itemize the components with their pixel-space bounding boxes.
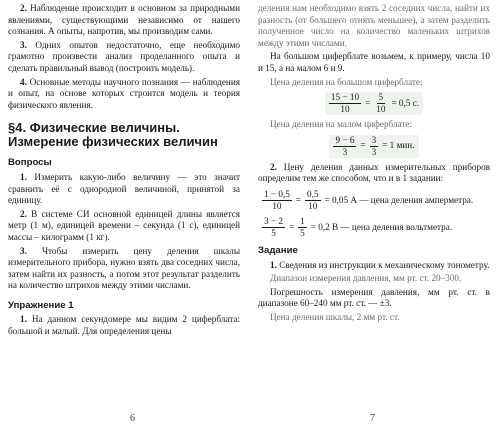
task-range: Диапазон измерения давления, мм рт. ст. 20–300. — [270, 273, 462, 284]
answer-4: 4. Основные методы научного познания — наблюдения и опыт, на основе которых строится модель и теория физического явления. — [8, 76, 240, 110]
dial-example: На большом циферблате возьмем, к примеру, числа 10 и 15, а на малом 6 и 9. — [258, 51, 490, 73]
formula-big-dial: $\frac{15 - 10}{10}$ = $\frac{5}{10}$ = 0,5 с. — [258, 92, 490, 115]
formula-voltmeter: $\frac{3 - 2}{5}$ = $\frac{1}{5}$ = 0,2 В — цена деления вольтметра. — [264, 215, 453, 238]
right-page — [258, 0, 490, 433]
big-dial-label: Цена деления на большом циферблате: — [270, 76, 423, 87]
left-page — [8, 0, 240, 433]
page-number-right: 7 — [370, 413, 375, 425]
question-1: 1. Измерить какую-либо величину — это значит сравнить её с однородной величиной, принятой за единицу. — [8, 171, 240, 206]
page-number-left: 6 — [130, 413, 135, 425]
exercise-heading: Упражнение 1 — [8, 299, 74, 311]
answer-2: 2. Наблюдение происходит в основном за природными явлениями, существующими независимо от нашего сознания. А опыты, напротив, мы производим сами. — [8, 3, 240, 37]
task-1: 1. Сведения из инструкции к механическому тонометру. — [270, 259, 490, 270]
questions-heading: Вопросы — [8, 157, 52, 169]
formula-small-dial: $\frac{9 - 6}{3}$ = $\frac{3}{3}$ = 1 мин. — [258, 135, 490, 158]
exercise-1: 1. На данном секундомере мы видим 2 циферблата: большой и малый. Для определения цены — [8, 314, 240, 337]
task-scale: Цена деления шкалы, 2 мм рт. ст. — [270, 311, 400, 322]
answer-3: 3. Одних опытов недостаточно, еще необходимо грамотно произвести анализ проделанного опыта и сделать правильный вывод (построить модель). — [8, 39, 240, 73]
small-dial-label: Цена деления на малом циферблате: — [270, 119, 413, 130]
question-3: 3. Чтобы измерить цену деления шкалы измерительного прибора, нужно взять два соседних числа, затем найти их разность, а потом этот результат разделить на количество штрихов между этими числами. — [8, 245, 240, 291]
task-heading: Задание — [258, 244, 298, 256]
exercise-1-continued: деления нам необходимо взять 2 соседних числа, найти их разность (от большего отнять меньшее), а затем разделить полученное число на количество маленьких штрихов между этими числами. — [258, 3, 490, 48]
section-title: §4. Физические величины. Измерение физических величин — [8, 120, 218, 150]
exercise-2: 2. Цену деления данных измерительных приборов определим тем же способом, что и в 1 задании: — [258, 161, 490, 184]
formula-ammeter: $\frac{1 - 0,5}{10}$ = $\frac{0,5}{10}$ = 0,05 А — цена деления амперметра. — [264, 188, 474, 211]
task-error: Погрешность измерения давления, мм рт. ст. в диапазоне 60–240 мм рт. ст. — ±3. — [258, 286, 490, 309]
question-2: 2. В системе СИ основной единицей длины является метр (1 м), единицей времени – секунда (1 с), единицей массы – килограмм (1 кг). — [8, 208, 240, 242]
